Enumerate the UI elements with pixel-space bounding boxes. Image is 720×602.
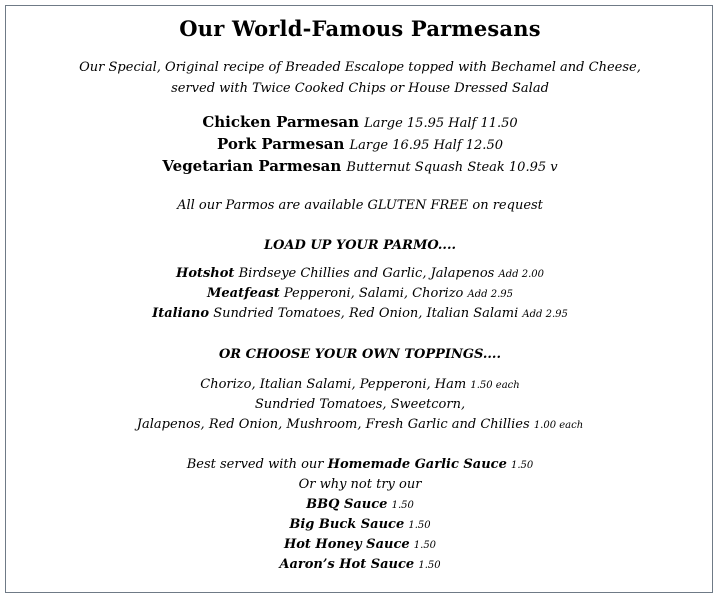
gluten-free-note: All our Parmos are available GLUTEN FREE on request xyxy=(177,198,543,213)
sauce-price: 1.50 xyxy=(408,520,431,531)
main-sauce-price: 1.50 xyxy=(511,460,534,471)
sauce-name: Hot Honey Sauce xyxy=(283,537,410,552)
toppings-line-3 xyxy=(0,417,720,432)
load-up-item-hotshot xyxy=(0,266,720,281)
parmo-name: Vegetarian Parmesan xyxy=(162,157,342,175)
load-up-detail: Pepperoni, Salami, Chorizo xyxy=(283,286,464,301)
parmo-detail: Butternut Squash Steak 10.95 v xyxy=(346,160,558,175)
toppings-price: 1.00 each xyxy=(533,420,584,431)
main-sauce-name: Homemade Garlic Sauce xyxy=(327,457,507,472)
intro-line-2: served with Twice Cooked Chips or House Dressed Salad xyxy=(171,81,549,96)
sauce-name: Aaron’s Hot Sauce xyxy=(279,557,415,572)
sauce-intro-prefix: Best served with our xyxy=(186,457,324,472)
toppings-heading: OR CHOOSE YOUR OWN TOPPINGS.... xyxy=(218,347,501,362)
sauce-name: BBQ Sauce xyxy=(306,497,388,512)
sauce-item-hot-honey xyxy=(0,537,720,552)
load-up-detail: Sundried Tomatoes, Red Onion, Italian Salami xyxy=(213,306,519,321)
toppings-price: 1.50 each xyxy=(470,380,520,391)
sauce-name: Big Buck Sauce xyxy=(289,517,405,532)
parmo-item-vegetarian xyxy=(0,156,720,175)
toppings-text: Jalapenos, Red Onion, Mushroom, Fresh Garlic and Chillies xyxy=(136,417,530,432)
parmo-item-chicken xyxy=(0,112,720,131)
toppings-text: Chorizo, Italian Salami, Pepperoni, Ham xyxy=(200,377,467,392)
load-up-name: Italiano xyxy=(152,306,210,321)
load-up-heading: LOAD UP YOUR PARMO.... xyxy=(263,238,457,253)
load-up-price: Add 2.95 xyxy=(467,289,513,300)
sauce-item-big-buck xyxy=(0,517,720,532)
sauce-or-line: Or why not try our xyxy=(298,477,422,492)
parmo-detail: Large 15.95 Half 11.50 xyxy=(364,116,518,131)
load-up-item-meatfeast xyxy=(0,286,720,301)
toppings-line-2: Sundried Tomatoes, Sweetcorn, xyxy=(254,397,466,412)
parmo-item-pork xyxy=(0,134,720,153)
menu-title: Our World-Famous Parmesans xyxy=(179,16,541,41)
sauce-price: 1.50 xyxy=(418,560,441,571)
load-up-price: Add 2.00 xyxy=(498,269,544,280)
load-up-detail: Birdseye Chillies and Garlic, Jalapenos xyxy=(238,266,495,281)
sauce-price: 1.50 xyxy=(413,540,437,551)
load-up-name: Meatfeast xyxy=(207,286,280,301)
sauce-intro-line xyxy=(0,457,720,472)
parmo-detail: Large 16.95 Half 12.50 xyxy=(349,138,503,153)
sauce-item-aarons-hot xyxy=(0,557,720,572)
load-up-name: Hotshot xyxy=(176,266,235,281)
intro-line-1: Our Special, Original recipe of Breaded Escalope topped with Bechamel and Cheese, xyxy=(79,60,641,75)
load-up-price: Add 2.95 xyxy=(522,309,568,320)
parmo-name: Pork Parmesan xyxy=(217,135,345,153)
parmo-name: Chicken Parmesan xyxy=(202,113,360,131)
load-up-item-italiano xyxy=(0,306,720,321)
sauce-item-bbq xyxy=(0,497,720,512)
toppings-line-1 xyxy=(0,377,720,392)
sauce-price: 1.50 xyxy=(391,500,414,511)
